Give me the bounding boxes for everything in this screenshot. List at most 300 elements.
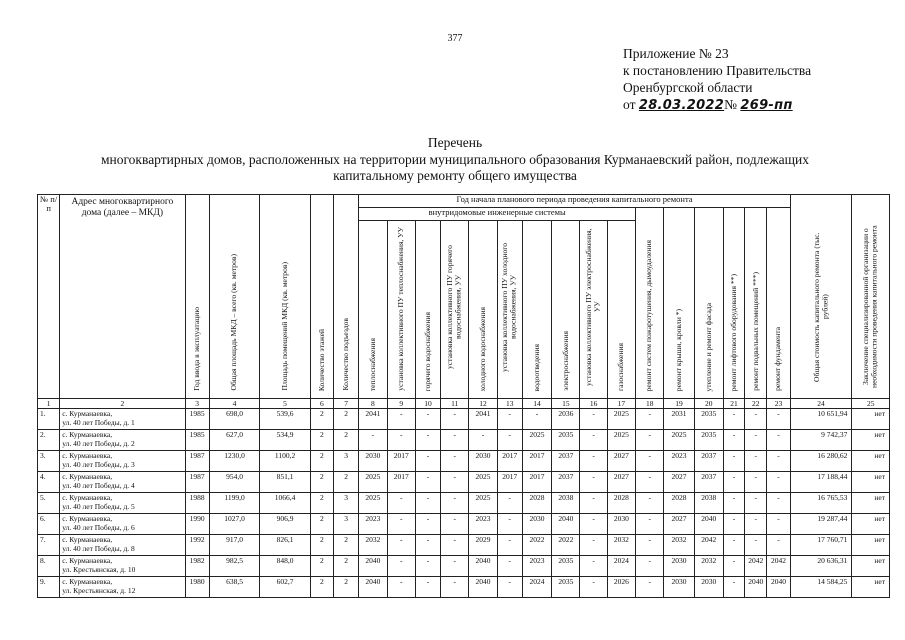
appendix-block: [623, 45, 893, 114]
cell-c17: 2032: [607, 535, 635, 556]
cell-c19: 2027: [664, 472, 694, 493]
cell-pa: 534,9: [260, 430, 311, 451]
buildings-table: [37, 194, 890, 598]
cell-c17: 2027: [607, 451, 635, 472]
cell-c8: 2040: [359, 577, 387, 598]
title-line: капитальному ремонту общего имущества: [333, 168, 577, 183]
cell-c12: 2041: [469, 409, 497, 430]
cell-ta: 1027,0: [209, 514, 260, 535]
cell-y: 1988: [185, 493, 209, 514]
cell-fl: 2: [310, 514, 333, 535]
header-year: Год ввода в эксплуатацию: [185, 195, 209, 399]
cell-n: 5.: [38, 493, 60, 514]
column-number: 12: [469, 399, 497, 409]
appendix-date-line: [623, 96, 893, 114]
cell-c9: -: [387, 493, 415, 514]
address-line: с. Курманаевка,: [62, 556, 113, 565]
cell-c10: -: [415, 493, 440, 514]
cell-c23: -: [767, 451, 790, 472]
cell-cost: 16 765,53: [790, 493, 852, 514]
cell-fl: 2: [310, 577, 333, 598]
cell-c10: -: [415, 577, 440, 598]
cell-c11: -: [441, 493, 469, 514]
cell-c15: 2035: [552, 577, 580, 598]
cell-c22: 2040: [745, 577, 767, 598]
cell-fl: 2: [310, 556, 333, 577]
cell-c19: 2025: [664, 430, 694, 451]
header-facade: утепление и ремонт фасада: [694, 208, 723, 399]
column-number: 18: [636, 399, 664, 409]
cell-c16: -: [580, 514, 607, 535]
header-roof: ремонт крыши, кровли *): [664, 208, 694, 399]
column-number: 24: [790, 399, 852, 409]
address-line: с. Курманаевка,: [62, 409, 113, 418]
cell-c12: 2029: [469, 535, 497, 556]
cell-c16: -: [580, 430, 607, 451]
table-row: [38, 430, 890, 451]
cell-c10: -: [415, 472, 440, 493]
header-address: Адрес многоквартирного дома (далее – МКД): [60, 195, 185, 399]
address-line: с. Курманаевка,: [62, 577, 113, 586]
appendix-line: к постановлению Правительства: [623, 63, 812, 78]
address-line: ул. 40 лет Победы, д. 8: [62, 544, 135, 553]
cell-c9: -: [387, 556, 415, 577]
cell-c22: -: [745, 409, 767, 430]
column-number: 7: [334, 399, 359, 409]
cell-c8: 2025: [359, 493, 387, 514]
cell-fl: 2: [310, 493, 333, 514]
address-line: ул. 40 лет Победы, д. 4: [62, 481, 135, 490]
cell-c23: -: [767, 472, 790, 493]
cell-c23: -: [767, 409, 790, 430]
cell-c22: -: [745, 514, 767, 535]
cell-c23: 2040: [767, 577, 790, 598]
cell-y: 1985: [185, 409, 209, 430]
header-total-cost: Общая стоимость капитального ремонта (тыс. рублей): [790, 195, 852, 399]
cell-c20: 2040: [694, 514, 723, 535]
table-row: [38, 556, 890, 577]
column-number: 16: [580, 399, 607, 409]
cell-c16: -: [580, 409, 607, 430]
header-foundation: ремонт фундамента: [767, 208, 790, 399]
cell-c20: 2037: [694, 472, 723, 493]
table-row: [38, 472, 890, 493]
cell-c11: -: [441, 451, 469, 472]
column-number-row: [38, 399, 890, 409]
cell-cost: 20 636,31: [790, 556, 852, 577]
header-cold-water-meter: установка коллективного ПУ холодного водоснабжения, УУ: [497, 221, 522, 399]
cell-c21: -: [723, 472, 744, 493]
cell-c16: -: [580, 577, 607, 598]
header-hot-water: горячего водоснабжения: [415, 221, 440, 399]
cell-c17: 2025: [607, 430, 635, 451]
address-line: ул. 40 лет Победы, д. 3: [62, 460, 135, 469]
column-number: 10: [415, 399, 440, 409]
column-number: 1: [38, 399, 60, 409]
cell-c19: 2023: [664, 451, 694, 472]
cell-ta: 1199,0: [209, 493, 260, 514]
cell-c15: 2036: [552, 409, 580, 430]
cell-ta: 638,5: [209, 577, 260, 598]
cell-c14: 2025: [522, 430, 551, 451]
cell-c12: 2023: [469, 514, 497, 535]
cell-y: 1990: [185, 514, 209, 535]
cell-cost: 19 287,44: [790, 514, 852, 535]
cell-c16: -: [580, 493, 607, 514]
cell-ta: 627,0: [209, 430, 260, 451]
cell-c9: -: [387, 514, 415, 535]
cell-c21: -: [723, 577, 744, 598]
cell-c17: 2025: [607, 409, 635, 430]
cell-pa: 602,7: [260, 577, 311, 598]
cell-y: 1987: [185, 472, 209, 493]
cell-c17: 2024: [607, 556, 635, 577]
cell-c16: -: [580, 556, 607, 577]
address-line: с. Курманаевка,: [62, 535, 113, 544]
table-row: [38, 409, 890, 430]
address-cell: [60, 430, 185, 451]
header-heating-meter: установка коллективного ПУ теплоснабжения, УУ: [387, 221, 415, 399]
cell-c18: -: [636, 472, 664, 493]
header-num: № п/п: [38, 195, 60, 399]
cell-c14: 2028: [522, 493, 551, 514]
cell-c21: -: [723, 535, 744, 556]
cell-pa: 1066,4: [260, 493, 311, 514]
cell-en: 3: [334, 514, 359, 535]
cell-c22: -: [745, 430, 767, 451]
address-cell: [60, 493, 185, 514]
column-number: 4: [209, 399, 260, 409]
cell-c13: -: [497, 535, 522, 556]
cell-y: 1982: [185, 556, 209, 577]
cell-c12: 2040: [469, 577, 497, 598]
cell-c12: 2025: [469, 472, 497, 493]
cell-c18: -: [636, 430, 664, 451]
column-number: 8: [359, 399, 387, 409]
cell-cost: 17 760,71: [790, 535, 852, 556]
cell-pa: 851,1: [260, 472, 311, 493]
cell-c8: 2040: [359, 556, 387, 577]
cell-ta: 954,0: [209, 472, 260, 493]
cell-c14: 2024: [522, 577, 551, 598]
cell-pa: 539,6: [260, 409, 311, 430]
address-line: с. Курманаевка,: [62, 514, 113, 523]
cell-c14: 2023: [522, 556, 551, 577]
header-sewerage: водоотведения: [522, 221, 551, 399]
cell-c13: 2017: [497, 472, 522, 493]
cell-c9: 2017: [387, 472, 415, 493]
document-title: [40, 135, 870, 185]
cell-c14: 2022: [522, 535, 551, 556]
cell-c22: -: [745, 472, 767, 493]
cell-c8: 2023: [359, 514, 387, 535]
header-floors: Количество этажей: [310, 195, 333, 399]
cell-en: 2: [334, 577, 359, 598]
handwritten-number: 269-пп: [740, 98, 793, 113]
cell-c23: -: [767, 535, 790, 556]
cell-con: нет: [852, 577, 890, 598]
cell-c20: 2035: [694, 409, 723, 430]
cell-pa: 826,1: [260, 535, 311, 556]
cell-c8: 2030: [359, 451, 387, 472]
cell-c10: -: [415, 451, 440, 472]
column-number: 25: [852, 399, 890, 409]
cell-c14: 2017: [522, 472, 551, 493]
cell-c15: 2037: [552, 451, 580, 472]
header-entrances: Количество подъездов: [334, 195, 359, 399]
cell-c16: -: [580, 472, 607, 493]
cell-c8: 2025: [359, 472, 387, 493]
from-label: от: [623, 97, 636, 112]
cell-c19: 2028: [664, 493, 694, 514]
cell-c13: -: [497, 556, 522, 577]
cell-c22: -: [745, 451, 767, 472]
cell-c15: 2035: [552, 556, 580, 577]
cell-c13: 2017: [497, 451, 522, 472]
cell-c10: -: [415, 556, 440, 577]
cell-c15: 2022: [552, 535, 580, 556]
cell-y: 1987: [185, 451, 209, 472]
column-number: 21: [723, 399, 744, 409]
cell-con: нет: [852, 472, 890, 493]
cell-c19: 2030: [664, 556, 694, 577]
cell-c21: -: [723, 451, 744, 472]
cell-c9: -: [387, 409, 415, 430]
cell-con: нет: [852, 493, 890, 514]
cell-c12: 2025: [469, 493, 497, 514]
column-number: 11: [441, 399, 469, 409]
header-plan-period: Год начала планового периода проведения капитального ремонта: [359, 195, 790, 208]
cell-c21: -: [723, 556, 744, 577]
column-number: 22: [745, 399, 767, 409]
header-engineering: внутридомовые инженерные системы: [359, 208, 636, 221]
cell-pa: 848,0: [260, 556, 311, 577]
cell-pa: 1100,2: [260, 451, 311, 472]
cell-c11: -: [441, 430, 469, 451]
cell-ta: 917,0: [209, 535, 260, 556]
cell-c23: -: [767, 430, 790, 451]
address-line: ул. Крестьянская, д. 12: [62, 586, 136, 595]
address-cell: [60, 514, 185, 535]
cell-pa: 906,9: [260, 514, 311, 535]
cell-c18: -: [636, 514, 664, 535]
cell-n: 4.: [38, 472, 60, 493]
cell-c23: -: [767, 493, 790, 514]
cell-c22: -: [745, 493, 767, 514]
address-cell: [60, 409, 185, 430]
cell-fl: 2: [310, 430, 333, 451]
address-cell: [60, 451, 185, 472]
cell-c17: 2026: [607, 577, 635, 598]
column-number: 17: [607, 399, 635, 409]
appendix-line: Оренбургской области: [623, 80, 753, 95]
cell-c9: -: [387, 535, 415, 556]
cell-c19: 2027: [664, 514, 694, 535]
table-row: [38, 577, 890, 598]
header-fire: ремонт систем пожаротушения, дымоудаления: [636, 208, 664, 399]
cell-c18: -: [636, 556, 664, 577]
cell-c11: -: [441, 535, 469, 556]
cell-n: 8.: [38, 556, 60, 577]
address-cell: [60, 577, 185, 598]
cell-c22: -: [745, 535, 767, 556]
cell-c10: -: [415, 409, 440, 430]
cell-c17: 2027: [607, 472, 635, 493]
cell-c9: -: [387, 430, 415, 451]
appendix-line: Приложение № 23: [623, 46, 729, 61]
cell-fl: 2: [310, 451, 333, 472]
cell-c18: -: [636, 409, 664, 430]
cell-c18: -: [636, 535, 664, 556]
table-body: [38, 409, 890, 598]
cell-c11: -: [441, 472, 469, 493]
cell-y: 1992: [185, 535, 209, 556]
title-line: многоквартирных домов, расположенных на территории муниципального образования Курманаевский район, подлежащих: [100, 151, 810, 167]
header-hot-water-meter: установка коллективного ПУ горячего водоснабжения, УУ: [441, 221, 469, 399]
table-row: [38, 451, 890, 472]
column-number: 3: [185, 399, 209, 409]
column-number: 23: [767, 399, 790, 409]
cell-c14: 2017: [522, 451, 551, 472]
address-line: ул. 40 лет Победы, д. 5: [62, 502, 135, 511]
address-line: с. Курманаевка,: [62, 430, 113, 439]
cell-con: нет: [852, 409, 890, 430]
header-cold-water: холодного водоснабжения: [469, 221, 497, 399]
cell-c15: 2035: [552, 430, 580, 451]
cell-fl: 2: [310, 535, 333, 556]
cell-c23: 2042: [767, 556, 790, 577]
cell-en: 2: [334, 535, 359, 556]
cell-c11: -: [441, 514, 469, 535]
cell-en: 3: [334, 493, 359, 514]
cell-c8: -: [359, 430, 387, 451]
title-line: Перечень: [427, 135, 483, 150]
cell-en: 2: [334, 430, 359, 451]
cell-c20: 2035: [694, 430, 723, 451]
cell-c11: -: [441, 577, 469, 598]
cell-c13: -: [497, 493, 522, 514]
cell-c14: -: [522, 409, 551, 430]
cell-c13: -: [497, 577, 522, 598]
header-gas: газоснабжения: [607, 221, 635, 399]
cell-c16: -: [580, 535, 607, 556]
cell-c18: -: [636, 577, 664, 598]
header-total-area: Общая площадь МКД – всего (кв. метров): [209, 195, 260, 399]
cell-c11: -: [441, 556, 469, 577]
column-number: 14: [522, 399, 551, 409]
cell-cost: 16 280,62: [790, 451, 852, 472]
cell-c15: 2038: [552, 493, 580, 514]
cell-c19: 2030: [664, 577, 694, 598]
cell-c12: 2040: [469, 556, 497, 577]
cell-fl: 2: [310, 472, 333, 493]
cell-c15: 2040: [552, 514, 580, 535]
cell-fl: 2: [310, 409, 333, 430]
cell-c22: 2042: [745, 556, 767, 577]
cell-n: 6.: [38, 514, 60, 535]
column-number: 2: [60, 399, 185, 409]
cell-cost: 17 188,44: [790, 472, 852, 493]
cell-con: нет: [852, 430, 890, 451]
cell-en: 3: [334, 451, 359, 472]
cell-c8: 2041: [359, 409, 387, 430]
cell-en: 2: [334, 556, 359, 577]
cell-en: 2: [334, 472, 359, 493]
address-cell: [60, 472, 185, 493]
column-number: 5: [260, 399, 311, 409]
cell-c10: -: [415, 430, 440, 451]
cell-c18: -: [636, 493, 664, 514]
address-line: ул. 40 лет Победы, д. 6: [62, 523, 135, 532]
address-line: ул. 40 лет Победы, д. 2: [62, 439, 135, 448]
cell-c8: 2032: [359, 535, 387, 556]
cell-c12: -: [469, 430, 497, 451]
cell-c9: -: [387, 577, 415, 598]
cell-con: нет: [852, 556, 890, 577]
cell-c20: 2038: [694, 493, 723, 514]
address-line: с. Курманаевка,: [62, 451, 113, 460]
cell-c19: 2032: [664, 535, 694, 556]
address-line: с. Курманаевка,: [62, 493, 113, 502]
address-cell: [60, 535, 185, 556]
column-number: 13: [497, 399, 522, 409]
header-electricity-meter: установка коллективного ПУ электроснабжения, УУ: [580, 221, 607, 399]
column-number: 15: [552, 399, 580, 409]
cell-c13: -: [497, 409, 522, 430]
table-row: [38, 535, 890, 556]
cell-y: 1985: [185, 430, 209, 451]
cell-c19: 2031: [664, 409, 694, 430]
cell-c20: 2032: [694, 556, 723, 577]
header-basement: ремонт подвальных помещений ***): [745, 208, 767, 399]
address-cell: [60, 556, 185, 577]
cell-c10: -: [415, 514, 440, 535]
cell-cost: 14 584,25: [790, 577, 852, 598]
cell-c21: -: [723, 409, 744, 430]
address-line: ул. Крестьянская, д. 10: [62, 565, 136, 574]
cell-c16: -: [580, 451, 607, 472]
cell-c12: 2030: [469, 451, 497, 472]
cell-c14: 2030: [522, 514, 551, 535]
cell-con: нет: [852, 514, 890, 535]
cell-en: 2: [334, 409, 359, 430]
handwritten-date: 28.03.2022: [638, 98, 725, 113]
cell-cost: 9 742,37: [790, 430, 852, 451]
cell-c21: -: [723, 430, 744, 451]
cell-n: 3.: [38, 451, 60, 472]
column-number: 9: [387, 399, 415, 409]
cell-c11: -: [441, 409, 469, 430]
cell-con: нет: [852, 535, 890, 556]
cell-c20: 2037: [694, 451, 723, 472]
page-number: 377: [447, 33, 463, 44]
cell-n: 9.: [38, 577, 60, 598]
cell-c17: 2028: [607, 493, 635, 514]
header-elevator: ремонт лифтового оборудования **): [723, 208, 744, 399]
cell-c13: -: [497, 514, 522, 535]
column-number: 6: [310, 399, 333, 409]
cell-c23: -: [767, 514, 790, 535]
cell-c9: 2017: [387, 451, 415, 472]
cell-n: 2.: [38, 430, 60, 451]
header-conclusion: Заключение специализированной организации о необходимости проведения капитального ремонта: [852, 195, 890, 399]
cell-ta: 1230,0: [209, 451, 260, 472]
cell-cost: 10 651,94: [790, 409, 852, 430]
cell-ta: 982,5: [209, 556, 260, 577]
table-row: [38, 514, 890, 535]
cell-n: 7.: [38, 535, 60, 556]
column-number: 20: [694, 399, 723, 409]
